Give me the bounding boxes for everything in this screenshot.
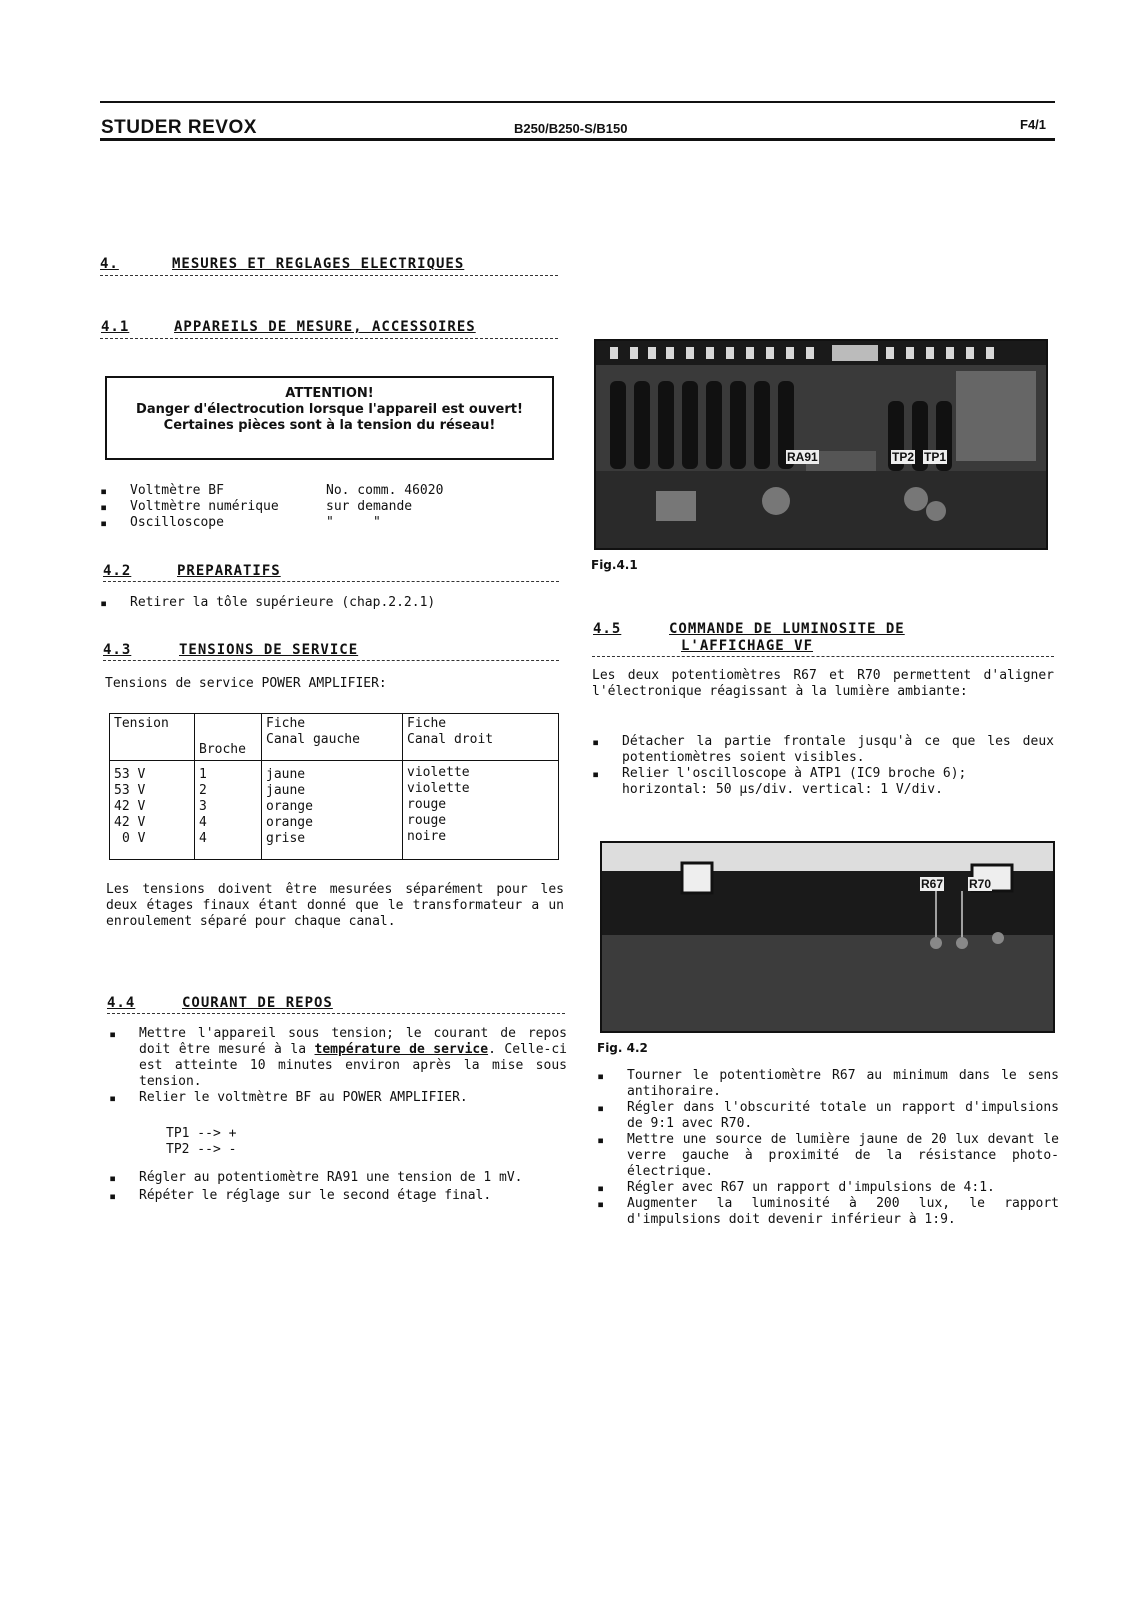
- brand-logo: STUDER REVOX: [101, 117, 257, 138]
- tp1-line: TP1 --> +: [166, 1126, 237, 1141]
- section-title: TENSIONS DE SERVICE: [179, 642, 359, 658]
- repos-list-a: [109, 1026, 567, 1106]
- label-tp1: TP1: [924, 450, 947, 464]
- prep-list: [100, 595, 540, 611]
- page-number: F4/1: [1020, 117, 1047, 132]
- list-item: ▪ Détacher la partie frontale jusqu'à ce que les deux potentiomètres soient visibles.: [592, 734, 1054, 766]
- section-4-5-heading: [593, 621, 905, 655]
- tension-column: 53 V 53 V 42 V 42 V 0 V: [110, 761, 195, 860]
- section-rule: [100, 338, 558, 340]
- section-rule: [103, 581, 559, 583]
- section-title: MESURES ET REGLAGES ELECTRIQUES: [172, 256, 465, 272]
- circuit-board-photo: [596, 341, 1046, 548]
- list-item: ▪ Voltmètre BF No. comm. 46020: [100, 483, 520, 499]
- tension-intro: Tensions de service POWER AMPLIFIER:: [105, 676, 387, 691]
- repos-list-b: [109, 1170, 569, 1204]
- figure-4-1-photo: [594, 339, 1048, 550]
- warning-body: Danger d'électrocution lorsque l'appareil est ouvert! Certaines pièces sont à la tension du réseau!: [136, 402, 523, 433]
- list-item: ▪ Mettre une source de lumière jaune de 20 lux devant le verre gauche à proximité de la résistance photo-électrique.: [597, 1132, 1059, 1180]
- tension-table: [109, 713, 559, 860]
- list-item: ▪ Régler au potentiomètre RA91 une tension de 1 mV.: [109, 1170, 569, 1186]
- figure-4-2-caption: Fig. 4.2: [597, 1041, 648, 1055]
- section-number: 4.3: [103, 642, 132, 658]
- table-body-row: [110, 761, 559, 860]
- list-item: ▪ Mettre l'appareil sous tension; le courant de repos doit être mesuré à la température de service. Celle-ci est atteinte 10 minutes environ après la mise sous tension.: [109, 1026, 567, 1090]
- section-rule: [103, 660, 559, 662]
- header-cell: Broche: [195, 714, 262, 761]
- section-number: 4.2: [103, 563, 132, 579]
- table-header-row: [110, 714, 559, 761]
- label-r67: R67: [921, 877, 944, 891]
- tp2-line: TP2 --> -: [166, 1142, 237, 1157]
- section-4-4-heading: [107, 995, 333, 1011]
- list-item: ▪ Régler dans l'obscurité totale un rapport d'impulsions de 9:1 avec R70.: [597, 1100, 1059, 1132]
- test-point-block: [166, 1126, 236, 1158]
- section-number: 4.4: [107, 995, 136, 1011]
- list-item: ▪ Régler avec R67 un rapport d'impulsions de 4:1.: [597, 1180, 1059, 1196]
- section-4-1-heading: [101, 319, 476, 335]
- instrument-list: [100, 483, 520, 531]
- section-title: PREPARATIFS: [177, 563, 281, 579]
- list-item: ▪ Voltmètre numérique sur demande: [100, 499, 520, 515]
- service-temperature-link: température de service: [314, 1042, 489, 1057]
- list-item: ▪ Relier l'oscilloscope à ATP1 (IC9 broche 6); horizontal: 50 µs/div. vertical: 1 V/div.: [592, 766, 1054, 798]
- section-title: APPAREILS DE MESURE, ACCESSOIRES: [174, 319, 476, 335]
- droit-column: violette violette rouge rouge noire: [403, 761, 559, 860]
- section-4-3-heading: [103, 642, 358, 658]
- section-title-line-1: COMMANDE DE LUMINOSITE DE: [669, 621, 905, 637]
- header-cell: Fiche Canal droit: [403, 714, 559, 761]
- label-r70: R70: [969, 877, 992, 891]
- header-bottom-rule: [100, 138, 1055, 141]
- list-item: ▪ Retirer la tôle supérieure (chap.2.2.1): [100, 595, 540, 611]
- header-cell: Tension: [110, 714, 195, 761]
- luminosity-intro: Les deux potentiomètres R67 et R70 permettent d'aligner l'électronique réagissant à la lumière ambiante:: [592, 668, 1054, 699]
- front-panel-photo: [602, 843, 1053, 1031]
- section-title-line-2: L'AFFICHAGE VF: [681, 638, 814, 654]
- figure-4-2-photo: [600, 841, 1055, 1033]
- label-ra91: RA91: [787, 450, 818, 464]
- header-cell: Fiche Canal gauche: [262, 714, 403, 761]
- list-item: ▪ Tourner le potentiomètre R67 au minimum dans le sens antihoraire.: [597, 1068, 1059, 1100]
- section-rule: [592, 656, 1054, 658]
- figure-4-1-caption: Fig.4.1: [591, 558, 638, 572]
- broche-column: 1 2 3 4 4: [195, 761, 262, 860]
- model-number: B250/B250-S/B150: [514, 121, 628, 136]
- luminosity-steps-b: [597, 1068, 1059, 1228]
- list-item: ▪ Augmenter la luminosité à 200 lux, le rapport d'impulsions doit devenir inférieur à 1:9.: [597, 1196, 1059, 1228]
- list-item: ▪ Répéter le réglage sur le second étage final.: [109, 1188, 569, 1204]
- tension-note: Les tensions doivent être mesurées séparément pour les deux étages finaux étant donné que le transformateur a un enroulement séparé pour chaque canal.: [106, 882, 564, 929]
- section-4-2-heading: [103, 563, 281, 579]
- warning-title: ATTENTION!: [285, 386, 374, 401]
- label-tp2: TP2: [892, 450, 915, 464]
- header-top-rule: [100, 101, 1055, 103]
- section-rule: [107, 1013, 565, 1015]
- warning-box: [105, 376, 554, 460]
- list-item: ▪ Relier le voltmètre BF au POWER AMPLIFIER.: [109, 1090, 567, 1106]
- section-4-heading: [100, 256, 464, 272]
- section-number: 4.1: [101, 319, 130, 335]
- list-item: ▪ Oscilloscope " ": [100, 515, 520, 531]
- gauche-column: jaune jaune orange orange grise: [262, 761, 403, 860]
- luminosity-steps-a: [592, 734, 1054, 798]
- section-rule: [100, 275, 558, 277]
- section-number: 4.: [100, 256, 119, 272]
- section-title: COURANT DE REPOS: [182, 995, 333, 1011]
- section-number: 4.5: [593, 621, 622, 637]
